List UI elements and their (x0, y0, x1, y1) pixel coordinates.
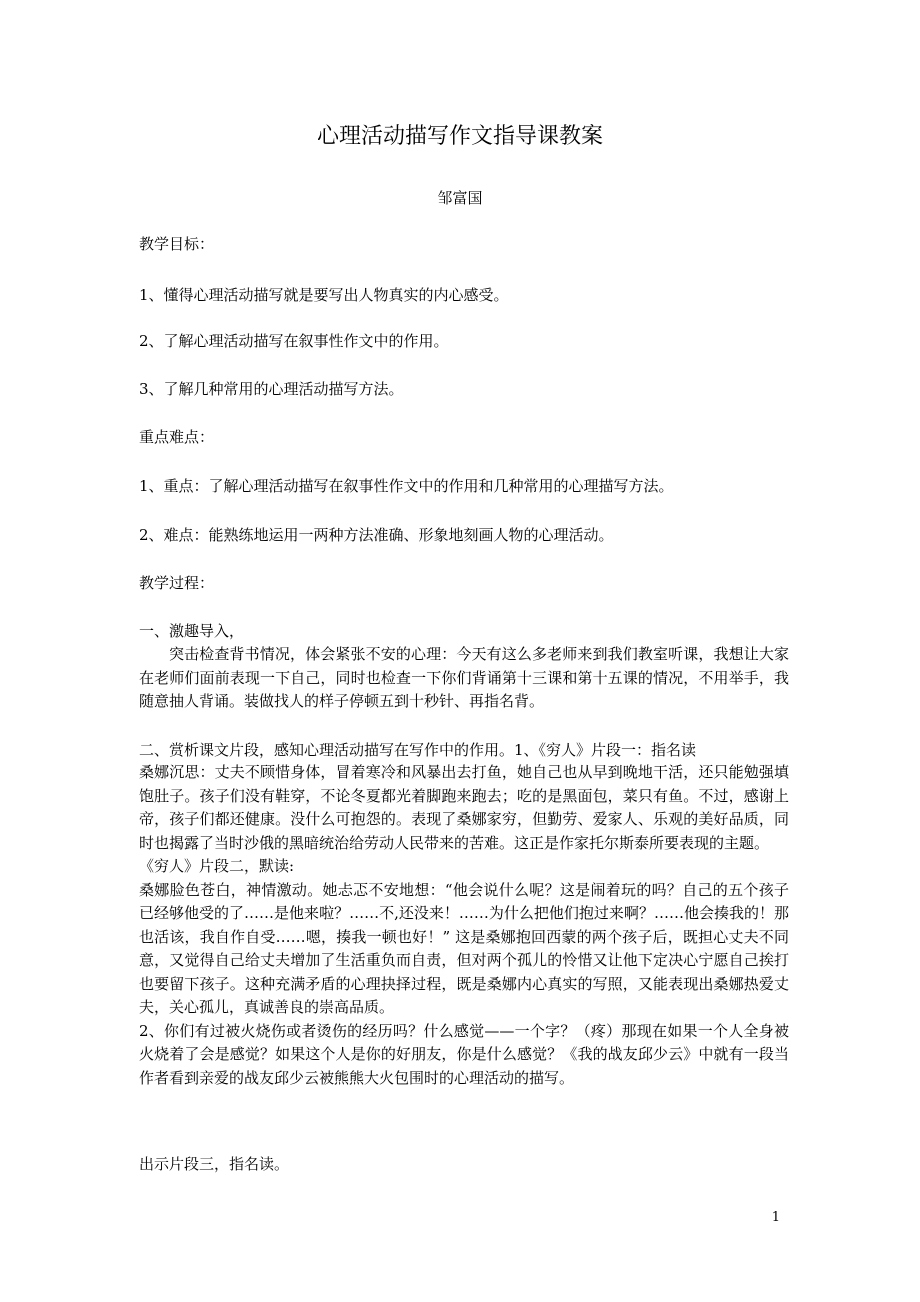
section2-heading: 二、赏析课文片段，感知心理活动描写在写作中的作用。1、《穷人》片段一：指名读 (139, 741, 697, 759)
key-point-item-2: 2、难点：能熟练地运用一两种方法准确、形象地刻画人物的心理活动。 (139, 526, 614, 544)
objective-item-1: 1、懂得心理活动描写就是要写出人物真实的内心感受。 (139, 286, 509, 304)
objective-item-3: 3、了解几种常用的心理活动描写方法。 (139, 380, 404, 398)
key-point-item-1: 1、重点：了解心理活动描写在叙事性作文中的作用和几种常用的心理描写方法。 (139, 477, 674, 495)
section1-body (139, 643, 789, 714)
author-name: 邹富国 (437, 189, 483, 207)
key-points-heading: 重点难点： (139, 428, 215, 446)
section2-paragraph-5: 出示片段三，指名读。 (139, 1155, 290, 1173)
process-heading: 教学过程： (139, 574, 215, 592)
section2-body (139, 761, 789, 1090)
section1-heading: 一、激趣导入， (139, 622, 245, 640)
document-title: 心理活动描写作文指导课教案 (316, 124, 603, 149)
section1-paragraph: 突击检查背书情况，体会紧张不安的心理：今天有这么多老师来到我们教室听课，我想让大家在老师们面前表现一下自己，同时也检查一下你们背诵第十三课和第十五课的情况，不用举手，我随意抽人背诵。装做找人的样子停顿五到十秒针、再指名背。 (139, 645, 789, 710)
section2-paragraph-2: 《穷人》片段二，默读: (139, 857, 295, 875)
objective-item-2: 2、了解心理活动描写在叙事性作文中的作用。 (139, 332, 449, 350)
section2-paragraph-4: 2、你们有过被火烧伤或者烫伤的经历吗？什么感觉——一个字？（疼）那现在如果一个人全身被火烧着了会是感觉？如果这个人是你的好朋友，你是什么感觉？《我的战友邱少云》中就有一段当作者看到亲爱的战友邱少云被熊熊大火包围时的心理活动的描写。 (139, 1021, 789, 1087)
objectives-heading: 教学目标： (139, 235, 215, 253)
section2-paragraph-1: 桑娜沉思：丈夫不顾惜身体，冒着寒冷和风暴出去打鱼，她自己也从早到晚地干活，还只能勉强填饱肚子。孩子们没有鞋穿，不论冬夏都光着脚跑来跑去；吃的是黑面包，菜只有鱼。不过，感谢上帝，孩子们都还健康。没什么可抱怨的。表现了桑娜家穷，但勤劳、爱家人、乐观的美好品质，同时也揭露了当时沙俄的黑暗统治给劳动人民带来的苦难。这正是作家托尔斯泰所要表现的主题。 (139, 763, 789, 852)
page-number: 1 (771, 1210, 780, 1225)
section2-paragraph-3: 桑娜脸色苍白，神情激动。她忐忑不安地想：“他会说什么呢？这是闹着玩的吗？自己的五个孩子已经够他受的了……是他来啦？……不,还没来！……为什么把他们抱过来啊？……他会揍我的！那也活该，我自作自受……嗯，揍我一顿也好！” 这是桑娜抱回西蒙的两个孩子后，既担心丈夫不同意，又觉得自己给丈夫增加了生活重负而自责，但对两个孤儿的怜惜又让他下定决心宁愿自己挨打也要留下孩子。这种充满矛盾的心理抉择过程，既是桑娜内心真实的写照，又能表现出桑娜热爱丈夫，关心孤儿，真诚善良的崇高品质。 (139, 880, 789, 1016)
